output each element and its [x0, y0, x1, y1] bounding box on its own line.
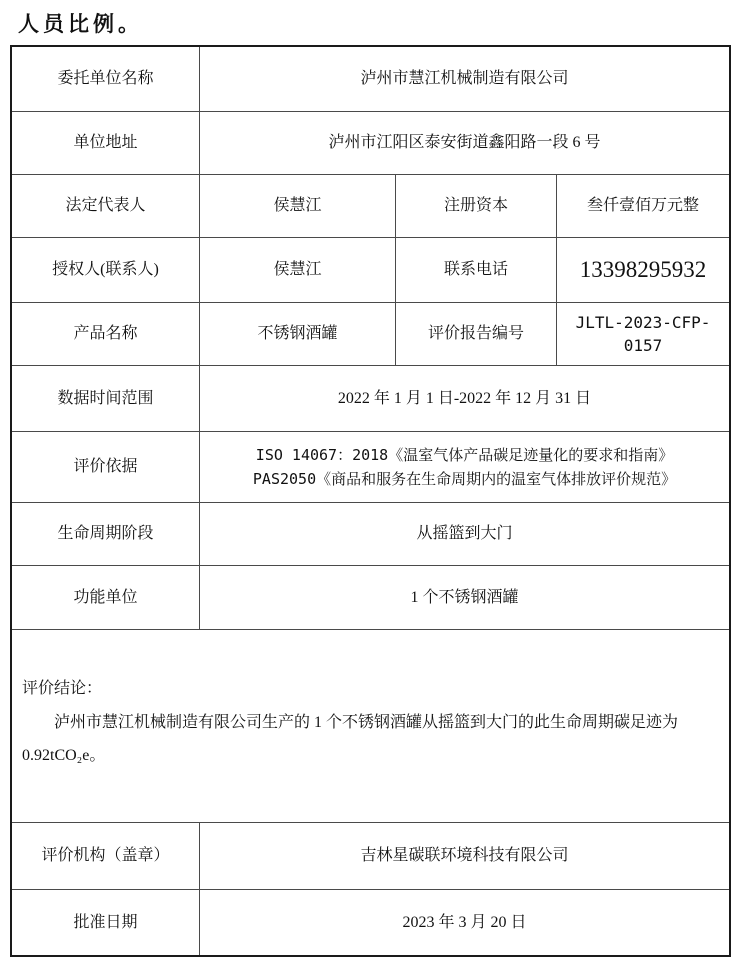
row-value	[200, 432, 729, 502]
row-label: 批准日期	[12, 890, 200, 955]
table-row-functional-unit	[12, 566, 729, 630]
row-label: 评价机构（盖章）	[12, 823, 200, 889]
report-number-value: JLTL-2023-CFP-0157	[575, 312, 711, 355]
table-row-approval-date	[12, 890, 729, 955]
row-label: 数据时间范围	[12, 366, 200, 431]
table-row-evaluation-agency	[12, 823, 729, 890]
evaluation-basis-line1: ISO 14067：2018《温室气体产品碳足迹量化的要求和指南》	[255, 446, 674, 464]
evaluation-conclusion	[12, 630, 729, 822]
row-value: 侯慧江	[200, 175, 396, 237]
row-value: 泸州市慧江机械制造有限公司	[360, 70, 569, 88]
row-label: 功能单位	[12, 566, 200, 629]
row-label: 法定代表人	[12, 175, 200, 237]
row-label: 评价报告编号	[396, 303, 557, 365]
row-label: 产品名称	[12, 303, 200, 365]
conclusion-body: 泸州市慧江机械制造有限公司生产的 1 个不锈钢酒罐从摇篮到大门的此生命周期碳足迹为 0.92tCO₂e。	[22, 713, 679, 765]
carbon-footprint-info-table	[10, 45, 731, 957]
row-value: 泸州市江阳区泰安街道鑫阳路一段 6 号	[328, 134, 601, 152]
table-row-evaluation-basis	[12, 432, 729, 503]
row-value: 2022 年 1 月 1 日-2022 年 12 月 31 日	[337, 389, 592, 407]
row-label: 单位地址	[12, 112, 200, 174]
table-row-authorized-person	[12, 238, 729, 303]
row-value: 2023 年 3 月 20 日	[402, 913, 527, 931]
table-row-client-name	[12, 47, 729, 112]
contact-phone-value: 13398295932	[579, 257, 707, 283]
evaluation-basis-line2: PAS2050《商品和服务在生命周期内的温室气体排放评价规范》	[252, 470, 677, 488]
table-row-legal-representative	[12, 175, 729, 238]
table-row-product-name	[12, 303, 729, 366]
row-value: 1 个不锈钢酒罐	[410, 588, 519, 606]
row-label: 授权人(联系人)	[12, 238, 200, 302]
row-value: 叁仟壹佰万元整	[586, 197, 699, 215]
table-row-address	[12, 112, 729, 175]
row-label: 注册资本	[396, 175, 557, 237]
conclusion-title: 评价结论：	[22, 680, 103, 697]
table-row-data-period	[12, 366, 729, 432]
row-label: 评价依据	[12, 432, 200, 502]
row-label: 生命周期阶段	[12, 503, 200, 565]
row-label: 委托单位名称	[12, 47, 200, 111]
row-value: 不锈钢酒罐	[200, 303, 396, 365]
row-value: 吉林星碳联环境科技有限公司	[360, 847, 569, 865]
row-value: 侯慧江	[200, 238, 396, 302]
table-row-conclusion	[12, 630, 729, 823]
page-intro-text: 人员比例。	[18, 12, 143, 36]
row-value: 从摇篮到大门	[416, 525, 513, 543]
table-row-lifecycle-stage	[12, 503, 729, 566]
row-label: 联系电话	[396, 238, 557, 302]
